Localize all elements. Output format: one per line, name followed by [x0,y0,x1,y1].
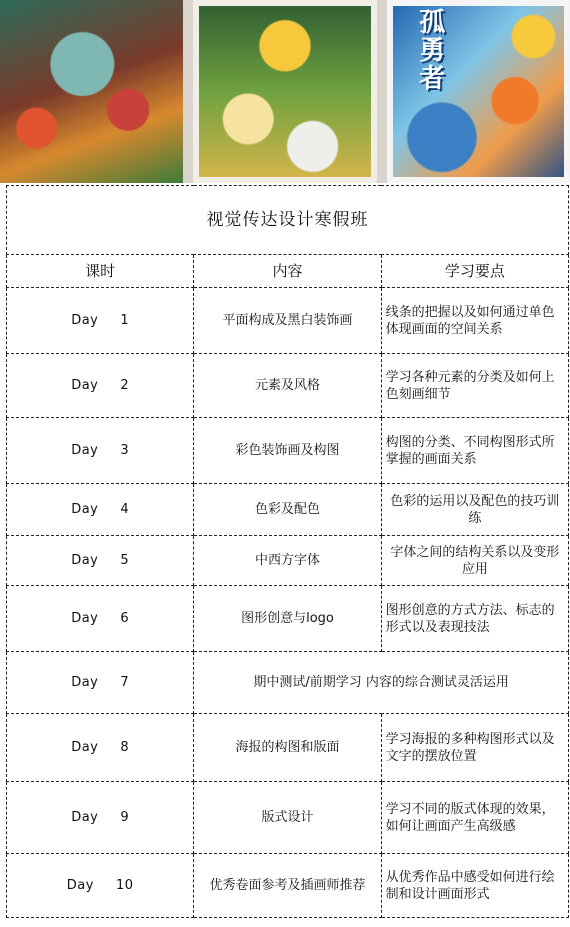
points-cell: 学习不同的版式体现的效果，如何让画面产生高级感 [381,782,568,854]
day-label: Day [71,611,99,626]
content-cell: 元素及风格 [194,354,381,418]
header-content: 内容 [194,255,381,288]
content-cell: 彩色装饰画及构图 [194,418,381,484]
content-cell: 期中测试/前期学习 内容的综合测试灵活运用 [194,652,569,714]
day-cell [7,288,194,354]
header-lesson: 课时 [7,255,194,288]
poster-title-text: 孤勇者 [414,8,445,92]
table-row [7,418,569,484]
day-label: Day [66,878,94,893]
day-label: Day [71,313,99,328]
day-cell [7,484,194,536]
content-cell: 版式设计 [194,782,381,854]
points-cell: 色彩的运用以及配色的技巧训练 [381,484,568,536]
day-number: 5 [120,553,130,568]
hero-poster-image [387,0,570,183]
course-schedule-table [6,185,569,918]
day-label: Day [71,443,99,458]
points-cell: 图形创意的方式方法、标志的形式以及表现技法 [381,586,568,652]
points-cell: 学习海报的多种构图形式以及文字的摆放位置 [381,714,568,782]
day-cell [7,354,194,418]
day-label: Day [71,553,99,568]
points-cell: 构图的分类、不同构图形式所掌握的画面关系 [381,418,568,484]
header-row [7,255,569,288]
day-label: Day [71,502,99,517]
day-label: Day [71,810,99,825]
header-key-points: 学习要点 [381,255,568,288]
day-number: 9 [120,810,130,825]
day-cell [7,714,194,782]
day-label: Day [71,378,99,393]
table-row [7,354,569,418]
forest-illustration-image [0,0,183,183]
table-row [7,484,569,536]
day-number: 10 [115,878,134,893]
day-cell [7,586,194,652]
table-row [7,854,569,918]
day-number: 8 [120,740,130,755]
table-row [7,652,569,714]
table-row [7,586,569,652]
day-number: 7 [120,675,130,690]
content-cell: 中西方字体 [194,536,381,586]
day-number: 3 [120,443,130,458]
table-row [7,536,569,586]
day-cell [7,652,194,714]
artwork-gallery [0,0,570,183]
day-cell [7,418,194,484]
points-cell: 字体之间的结构关系以及变形应用 [381,536,568,586]
day-label: Day [71,675,99,690]
day-cell [7,782,194,854]
day-number: 2 [120,378,130,393]
day-number: 1 [120,313,130,328]
table-row [7,288,569,354]
content-cell: 海报的构图和版面 [194,714,381,782]
content-cell: 平面构成及黑白装饰画 [194,288,381,354]
points-cell: 从优秀作品中感受如何进行绘制和设计画面形式 [381,854,568,918]
day-number: 4 [120,502,130,517]
content-cell: 优秀卷面参考及插画师推荐 [194,854,381,918]
day-cell [7,536,194,586]
content-cell: 图形创意与logo [194,586,381,652]
content-cell: 色彩及配色 [194,484,381,536]
day-number: 6 [120,611,130,626]
points-cell: 学习各种元素的分类及如何上色刻画细节 [381,354,568,418]
table-row [7,714,569,782]
schedule-title: 视觉传达设计寒假班 [7,186,569,255]
table-row [7,782,569,854]
day-label: Day [71,740,99,755]
poster-illustration-image [193,0,376,183]
day-cell [7,854,194,918]
points-cell: 线条的把握以及如何通过单色体现画面的空间关系 [381,288,568,354]
